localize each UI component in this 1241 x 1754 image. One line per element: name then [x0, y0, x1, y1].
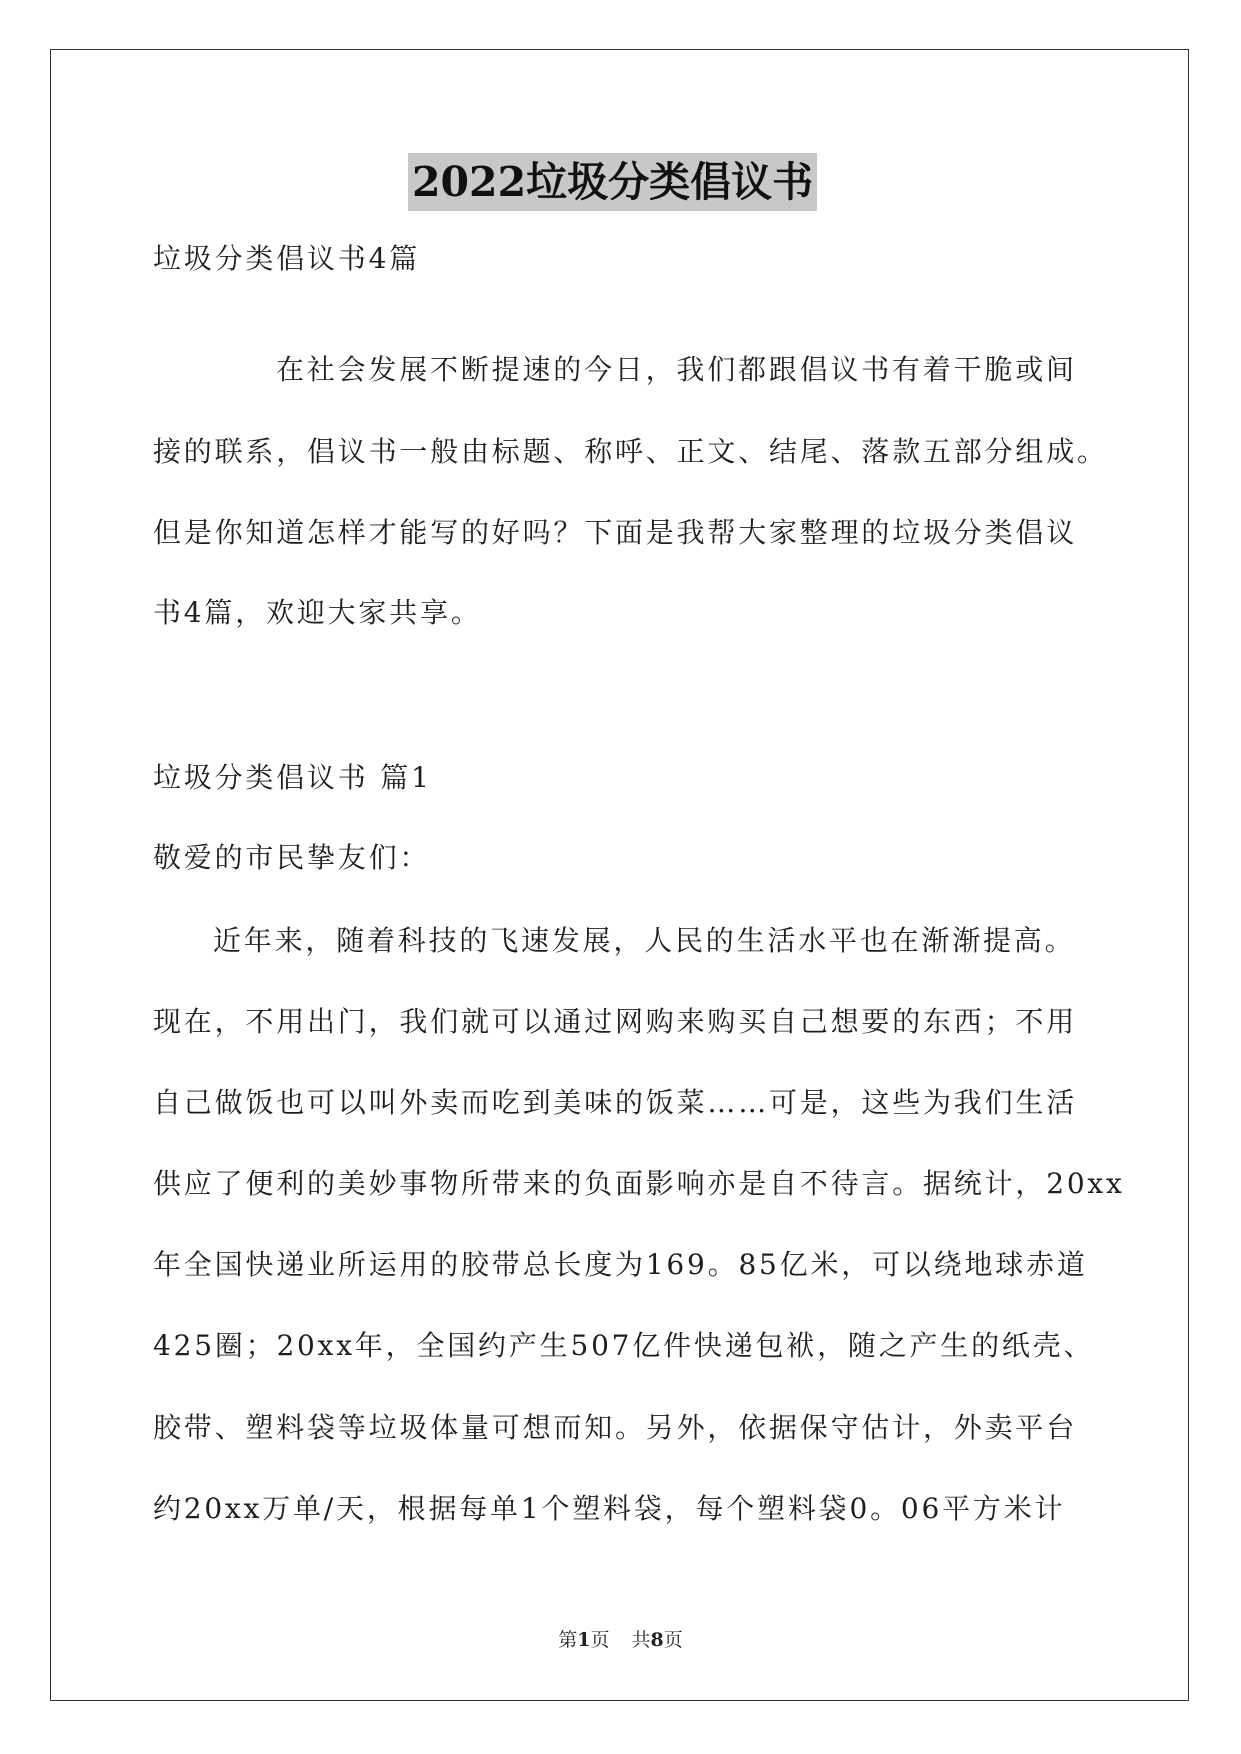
footer-page-prefix: 第 [558, 1629, 578, 1651]
salutation: 敬爱的市民挚友们： [153, 841, 431, 874]
footer-total-pages: 8 [650, 1629, 664, 1651]
footer-page-suffix: 页 [590, 1629, 610, 1651]
paragraph-line: 425圈；20xx年，全国约产生507亿件快递包袱，随之产生的纸壳、 [153, 1329, 1095, 1362]
document-title: 2022垃圾分类倡议书 [408, 153, 817, 211]
paragraph-line: 胶带、塑料袋等垃圾体量可想而知。另外，依据保守估计，外卖平台 [153, 1411, 1078, 1444]
paragraph-line: 供应了便利的美妙事物所带来的负面影响亦是自不待言。据统计，20xx [153, 1167, 1125, 1200]
footer-total-prefix: 共 [631, 1629, 651, 1651]
paragraph-line: 在社会发展不断提速的今日，我们都跟倡议书有着干脆或间 [276, 353, 1077, 386]
footer-page-number: 1 [577, 1629, 591, 1651]
paragraph-line: 年全国快递业所运用的胶带总长度为169。85亿米，可以绕地球赤道 [153, 1248, 1088, 1281]
subtitle: 垃圾分类倡议书4篇 [153, 242, 421, 275]
paragraph-line: 近年来，随着科技的飞速发展，人民的生活水平也在渐渐提高。 [213, 924, 1076, 957]
paragraph-line: 接的联系，倡议书一般由标题、称呼、正文、结尾、落款五部分组成。 [153, 435, 1108, 468]
paragraph-line: 约20xx万单/天，根据每单1个塑料袋，每个塑料袋0。06平方米计 [153, 1492, 1066, 1525]
paragraph-line: 自己做饭也可以叫外卖而吃到美味的饭菜……可是，这些为我们生活 [153, 1086, 1078, 1119]
footer-total-suffix: 页 [663, 1629, 683, 1651]
paragraph-line: 现在，不用出门，我们就可以通过网购来购买自己想要的东西；不用 [153, 1005, 1078, 1038]
page-footer [0, 1626, 1241, 1654]
section-heading: 垃圾分类倡议书 篇1 [153, 761, 432, 794]
paragraph-line: 但是你知道怎样才能写的好吗？下面是我帮大家整理的垃圾分类倡议 [153, 516, 1078, 549]
paragraph-line: 书4篇，欢迎大家共享。 [153, 596, 482, 629]
